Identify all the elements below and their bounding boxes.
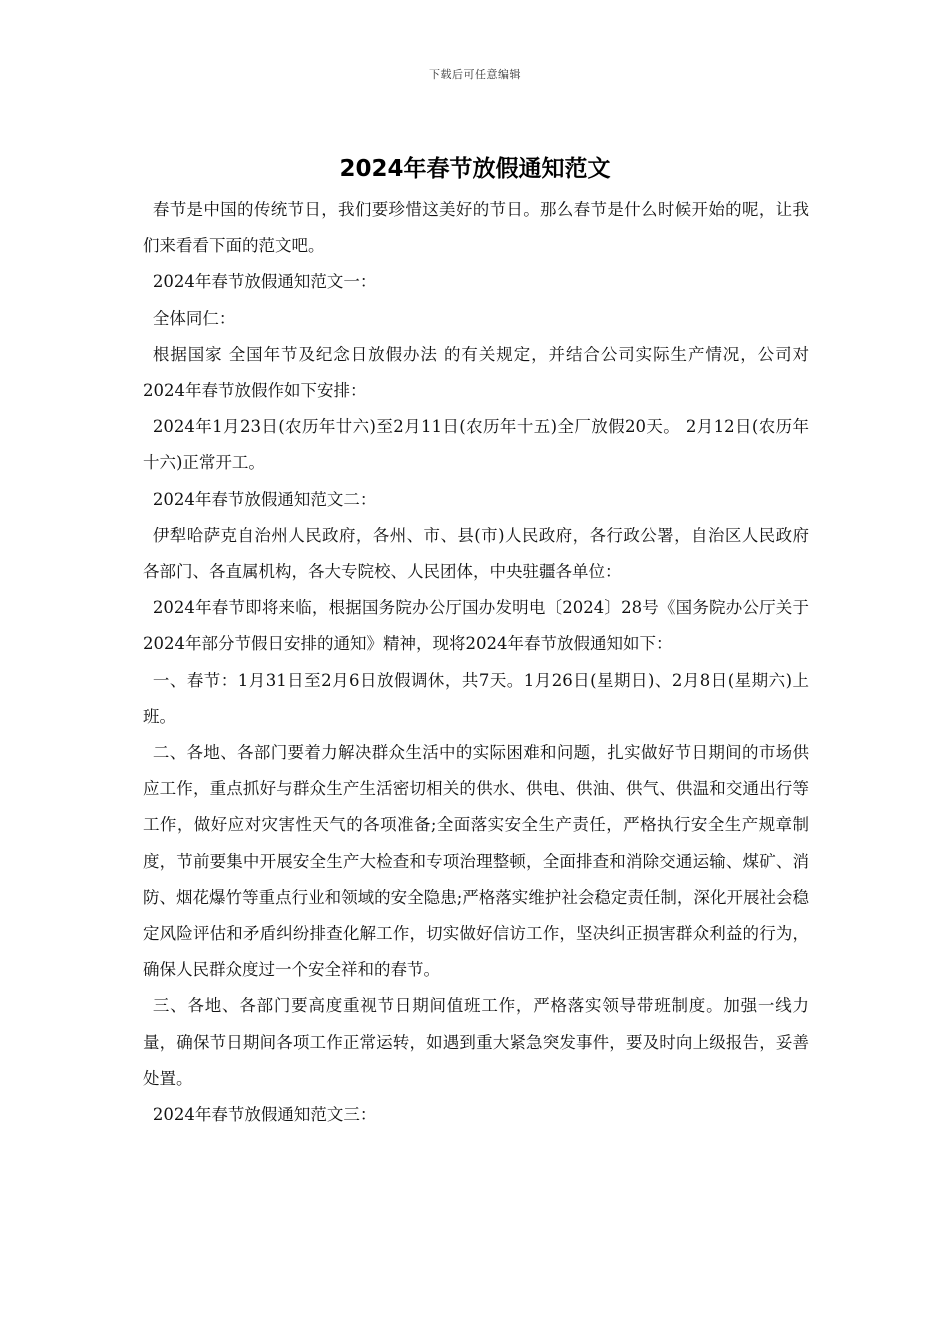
paragraph-intro: 春节是中国的传统节日，我们要珍惜这美好的节日。那么春节是什么时候开始的呢，让我们来看看下面的范文吧。 bbox=[143, 200, 809, 256]
paragraph-sample-three-heading: 2024年春节放假通知范文三： bbox=[152, 1105, 377, 1125]
paragraph-salutation: 全体同仁： bbox=[152, 308, 236, 328]
paragraph-sample-one-heading: 2024年春节放假通知范文一： bbox=[152, 272, 377, 292]
paragraph-regulation: 根据国家 全国年节及纪念日放假办法 的有关规定，并结合公司实际生产情况，公司对2024年春节放假作如下安排： bbox=[143, 344, 809, 401]
document-body bbox=[143, 192, 809, 1133]
document-title: 2024年春节放假通知范文 bbox=[339, 156, 611, 182]
paragraph-holiday-dates: 2024年1月23日(农历年廿六)至2月11日(农历年十五)全厂放假20天。 2月12日(农历年十六)正常开工。 bbox=[143, 417, 809, 473]
paragraph-sample-two-heading: 2024年春节放假通知范文二： bbox=[152, 489, 377, 509]
paragraph-recipients: 伊犁哈萨克自治州人民政府，各州、市、县(市)人民政府，各行政公署，自治区人民政府各部门、各直属机构，各大专院校、人民团体，中央驻疆各单位： bbox=[143, 525, 809, 582]
paragraph-item-two: 二、各地、各部门要着力解决群众生活中的实际困难和问题，扎实做好节日期间的市场供应工作，重点抓好与群众生产生活密切相关的供水、供电、供油、供气、供温和交通出行等工作，做好应对灾害性天气的各项准备;全面落实安全生产责任，严格执行安全生产规章制度，节前要集中开展安全生产大检查和专项治理整顿，全面排查和消除交通运输、煤矿、消防、烟花爆竹等重点行业和领域的安全隐患;严格落实维护社会稳定责任制，深化开展社会稳定风险评估和矛盾纠纷排查化解工作，切实做好信访工作，坚决纠正损害群众利益的行为，确保人民群众度过一个安全祥和的春节。 bbox=[143, 743, 809, 980]
paragraph-notice-basis: 2024年春节即将来临，根据国务院办公厅国办发明电〔2024〕28号《国务院办公厅关于2024年部分节假日安排的通知》精神，现将2024年春节放假通知如下： bbox=[143, 598, 809, 654]
paragraph-item-three: 三、各地、各部门要高度重视节日期间值班工作，严格落实领导带班制度。加强一线力量，确保节日期间各项工作正常运转，如遇到重大紧急突发事件，要及时向上级报告，妥善处置。 bbox=[143, 996, 809, 1088]
header-note: 下载后可任意编辑 bbox=[429, 68, 521, 81]
paragraph-item-one: 一、春节：1月31日至2月6日放假调休，共7天。1月26日(星期日)、2月8日(星期六)上班。 bbox=[143, 670, 809, 726]
